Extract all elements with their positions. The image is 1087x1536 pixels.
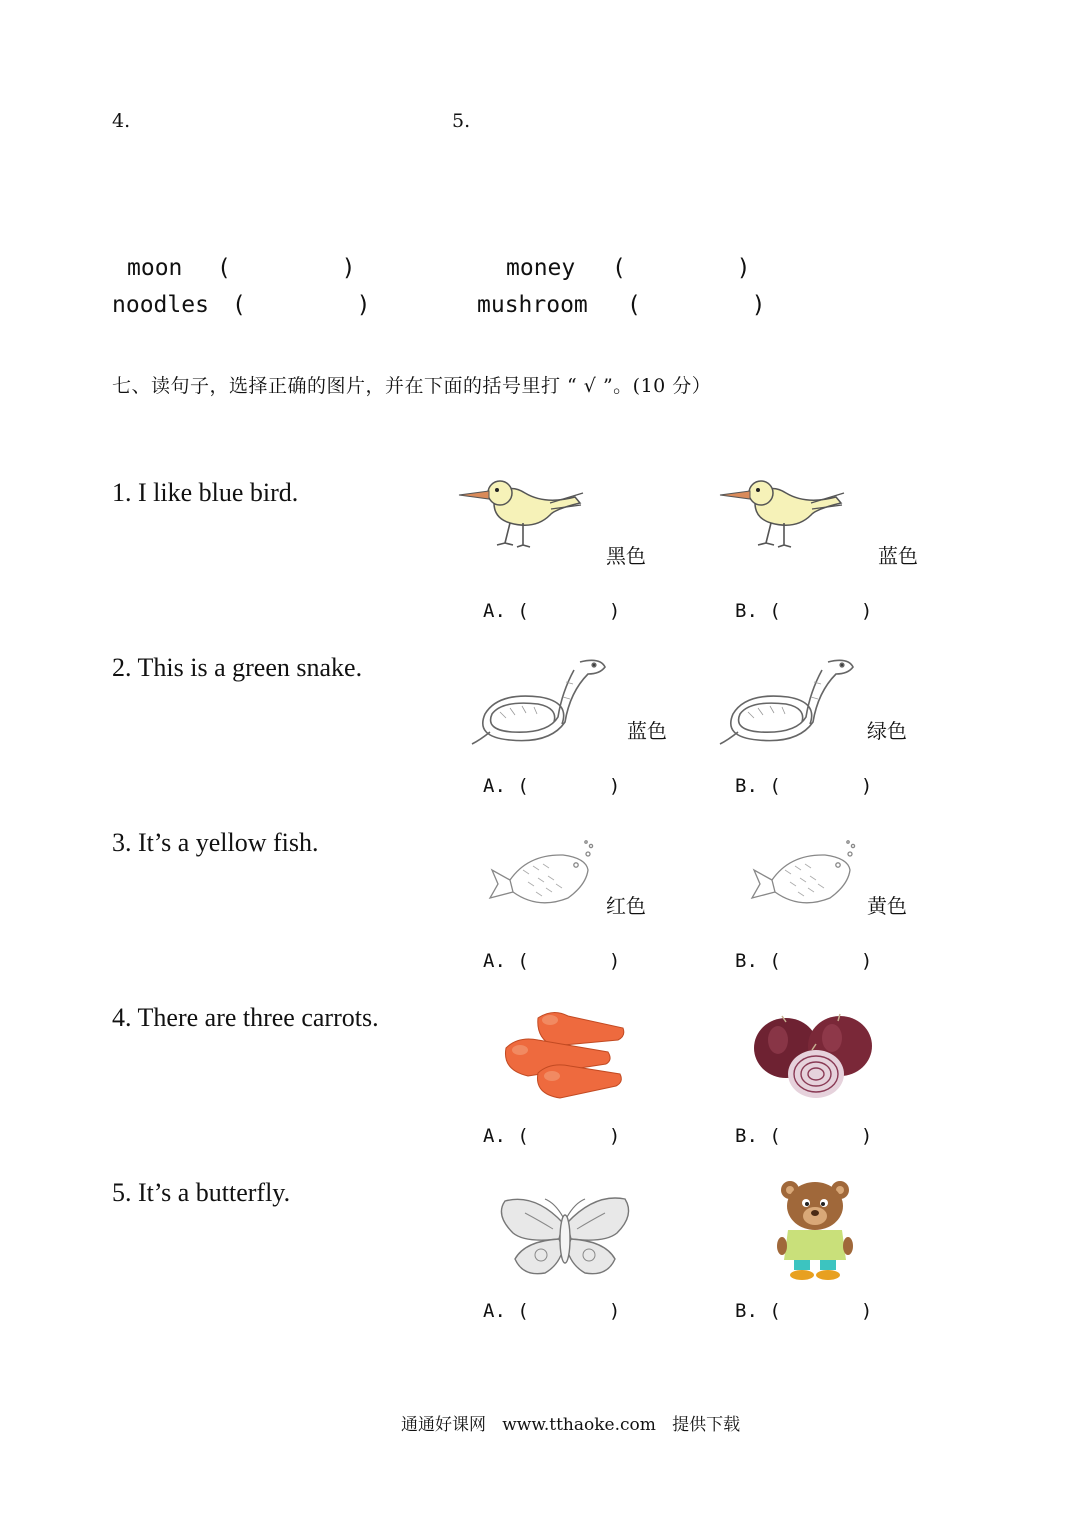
question-2-a-color-label: 蓝色 [627,719,667,743]
butterfly-icon [495,1193,635,1279]
fish-icon [750,840,860,915]
question-2-option-a[interactable]: A. ( ) [483,775,621,797]
onions-icon [752,1012,874,1100]
question-1-a-color-label: 黑色 [606,544,646,568]
bird-icon [716,475,846,553]
footer-credit: 通通好课网 www.tthaoke.com 提供下载 [401,1415,741,1435]
question-1-option-b[interactable]: B. ( ) [735,600,873,622]
snake-icon [718,652,863,747]
bird-icon [455,475,585,553]
question-3-a-color-label: 红色 [606,894,646,918]
question-1-option-a[interactable]: A. ( ) [483,600,621,622]
item-number-4: 4. [112,110,131,132]
word-noodles: noodles [112,292,209,318]
question-5-option-a[interactable]: A. ( ) [483,1300,621,1322]
section-7-heading: 七、读句子，选择正确的图片，并在下面的括号里打 “ √ ”。(10 分） [112,375,712,397]
carrots-icon [498,998,628,1103]
bear-icon [776,1176,854,1282]
question-3-option-a[interactable]: A. ( ) [483,950,621,972]
question-3-sentence: 3. It’s a yellow fish. [112,828,319,857]
answer-paren-mushroom[interactable]: ( ) [627,292,766,318]
question-1-sentence: 1. I like blue bird. [112,478,299,507]
question-4-sentence: 4. There are three carrots. [112,1003,379,1032]
word-money: money [506,255,576,281]
answer-paren-moon[interactable]: ( ) [217,255,356,281]
fish-icon [488,840,598,915]
answer-paren-noodles[interactable]: ( ) [232,292,371,318]
snake-icon [470,652,615,747]
question-4-option-b[interactable]: B. ( ) [735,1125,873,1147]
question-5-option-b[interactable]: B. ( ) [735,1300,873,1322]
word-moon: moon [127,255,183,281]
question-3-b-color-label: 黄色 [867,894,907,918]
question-1-b-color-label: 蓝色 [878,544,918,568]
word-mushroom: mushroom [477,292,588,318]
question-3-option-b[interactable]: B. ( ) [735,950,873,972]
answer-paren-money[interactable]: ( ) [612,255,751,281]
item-number-5: 5. [452,110,471,132]
question-2-option-b[interactable]: B. ( ) [735,775,873,797]
question-2-b-color-label: 绿色 [867,719,907,743]
question-2-sentence: 2. This is a green snake. [112,653,363,682]
question-4-option-a[interactable]: A. ( ) [483,1125,621,1147]
question-5-sentence: 5. It’s a butterfly. [112,1178,291,1207]
